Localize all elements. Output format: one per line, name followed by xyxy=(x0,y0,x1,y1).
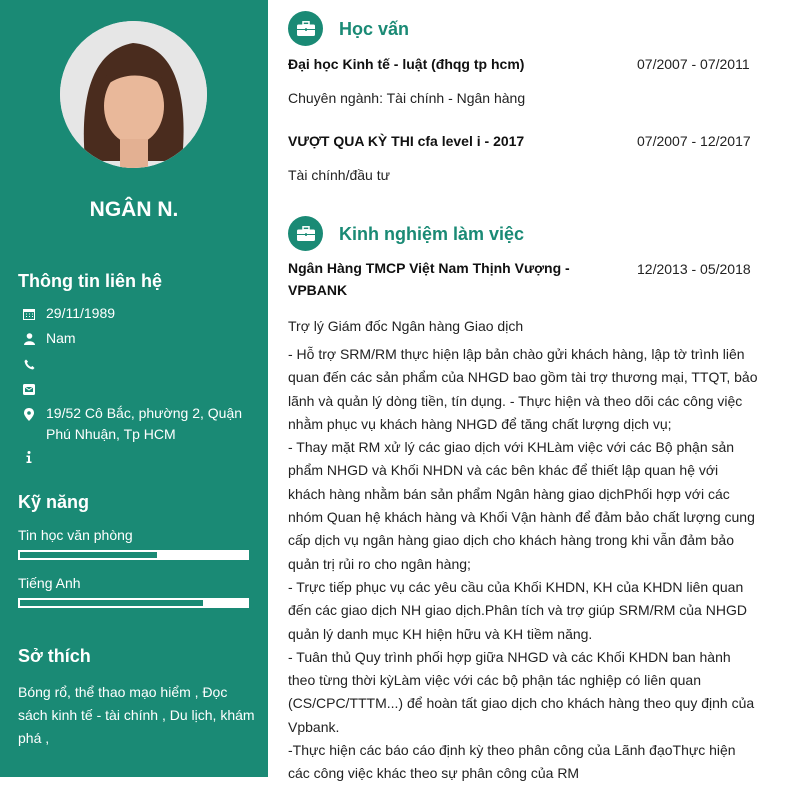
education-detail: Chuyên ngành: Tài chính - Ngân hàng xyxy=(288,90,526,106)
skill-label: Tiếng Anh xyxy=(18,575,81,591)
contact-gender: Nam xyxy=(22,331,76,349)
contact-phone xyxy=(22,356,46,371)
contact-birthday: 29/11/1989 xyxy=(22,306,115,324)
skill-bar-fill xyxy=(20,600,203,606)
avatar xyxy=(60,21,207,168)
experience-position: Trợ lý Giám đốc Ngân hàng Giao dịch xyxy=(288,318,524,334)
skill-bar-fill xyxy=(20,552,157,558)
main-content xyxy=(268,0,800,782)
location-pin-icon xyxy=(22,407,36,421)
hobbies-text: Bóng rổ, thể thao mạo hiểm , Đọc sách kinh tế - tài chính , Du lịch, khám phá , xyxy=(18,684,255,746)
experience-duties xyxy=(288,343,758,786)
experience-heading: Kinh nghiệm làm việc xyxy=(339,224,525,244)
contact-address: 19/52 Cô Bắc, phường 2, Quận Phú Nhuận, Tp HCM xyxy=(22,406,246,445)
contact-email xyxy=(22,381,46,396)
experience-date: 12/2013 - 05/2018 xyxy=(637,261,751,277)
contact-info xyxy=(22,449,46,464)
profile-name: NGÂN N. xyxy=(89,198,179,221)
calendar-icon xyxy=(22,307,36,321)
skills-heading: Kỹ năng xyxy=(18,492,90,512)
duty-item: - Thay mặt RM xử lý các giao dịch với KHLàm việc với các Bộ phận sản phẩm NHGD và Khối NHDN và các bên khác để thiết lập quan hệ với khách hàng nhằm bán sản phẩm Ngân hàng giao dịchPhối hợp với các nhóm Quan hệ khách hàng và Khối Vận hành để đảm bảo chất lượng cung cấp dịch vụ ngân hàng giao dịch cho khách hàng trong khi vẫn đảm bảo quản trị rủi ro cho ngân hàng; xyxy=(288,439,755,572)
duty-item: - Trực tiếp phục vụ các yêu cầu của Khối KHDN, KH của KHDN liên quan đến các giao dịch NH giao dịch.Phân tích và trợ giúp SRM/RM của NHGD quản lý danh mục KH hiện hữu và KH tiềm năng. xyxy=(288,578,747,642)
hobbies-heading: Sở thích xyxy=(18,646,91,666)
education-date: 07/2007 - 07/2011 xyxy=(637,56,750,72)
education-date: 07/2007 - 12/2017 xyxy=(637,133,751,149)
envelope-icon xyxy=(22,382,36,396)
education-title: Đại học Kinh tế - luật (đhqg tp hcm) xyxy=(288,56,525,72)
skill-bar xyxy=(18,598,249,608)
sidebar xyxy=(0,0,268,777)
info-icon xyxy=(22,450,36,464)
skill-bar xyxy=(18,550,249,560)
experience-title: Ngân Hàng TMCP Việt Nam Thịnh Vượng - VPBANK xyxy=(288,260,570,298)
duty-item: - Tuân thủ Quy trình phối hợp giữa NHGD và các Khối KHDN ban hành theo từng thời kỳLàm việc với các bộ phận tác nghiệp có liên quan (CS/CPC/TTTM...) để hoàn tất giao dịch cho khách hàng theo quy định của Vpbank. xyxy=(288,648,755,735)
briefcase-icon xyxy=(288,11,323,46)
phone-icon xyxy=(22,357,36,371)
education-heading: Học vấn xyxy=(339,19,410,39)
education-title: VƯỢT QUA KỲ THI cfa level i - 2017 xyxy=(288,133,525,149)
briefcase-icon xyxy=(288,216,323,251)
skill-label: Tin học văn phòng xyxy=(18,527,133,543)
duty-item: -Thực hiện các báo cáo định kỳ theo phân công của Lãnh đạoThực hiện các công việc khác theo sự phân công của RM xyxy=(288,742,736,782)
user-icon xyxy=(22,332,36,346)
contact-heading: Thông tin liên hệ xyxy=(18,271,162,291)
duty-item: - Hỗ trợ SRM/RM thực hiện lập bản chào gửi khách hàng, lập tờ trình liên quan đến các sản phẩm của NHGD bao gồm tài trợ thương mại, TTQT, bảo lãnh và quản lý dòng tiền, tín dụng. - Thực hiện và theo dõi các công việc nhằm phục vụ khách hàng NHGD để tăng chất lượng dịch vụ; xyxy=(288,346,758,432)
education-detail: Tài chính/đầu tư xyxy=(288,167,390,183)
